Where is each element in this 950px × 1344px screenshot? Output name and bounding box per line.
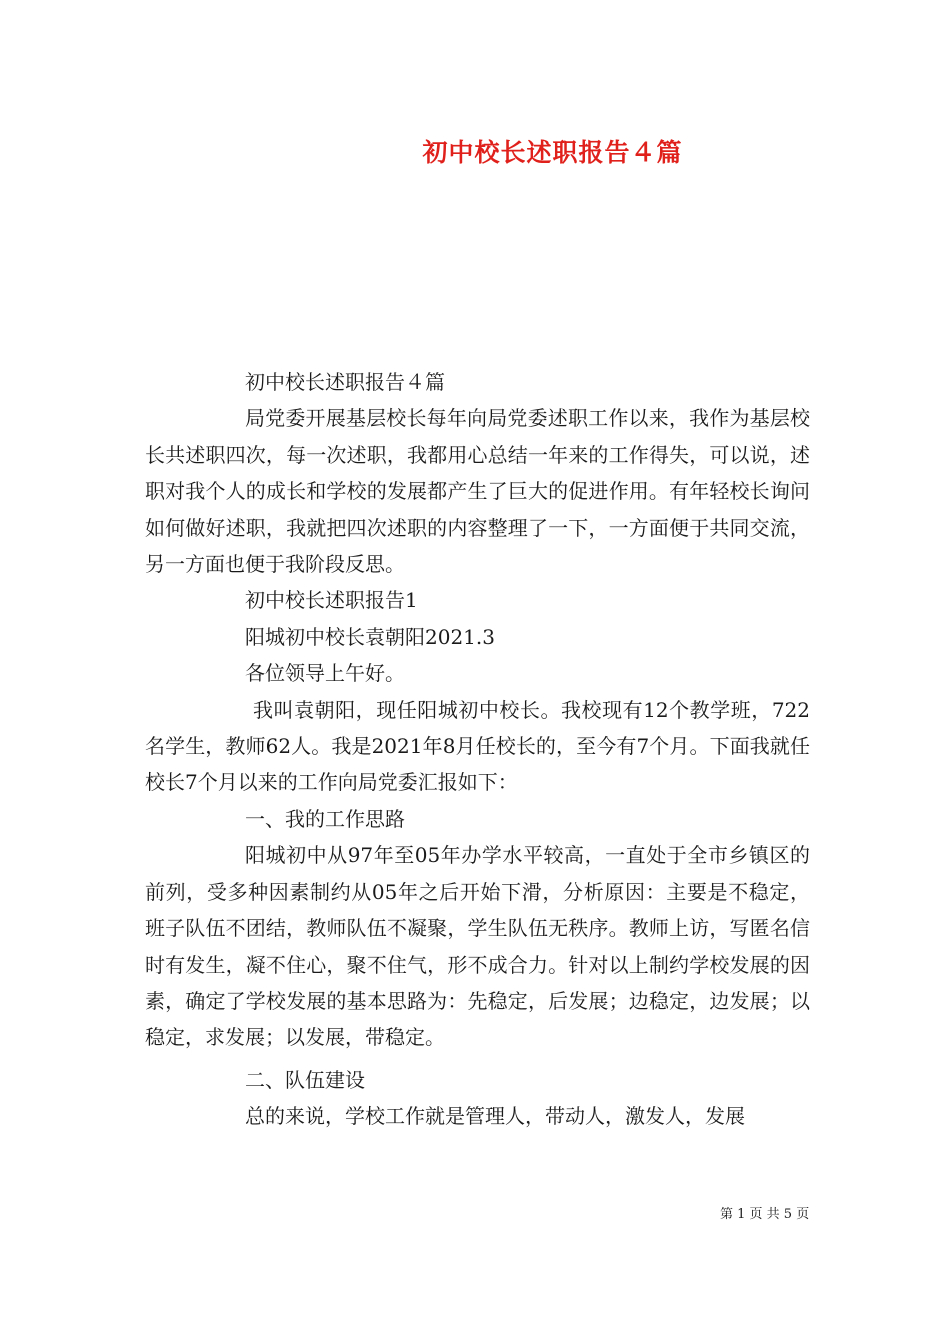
page-number: 第 1 页 共 5 页	[720, 1207, 810, 1222]
body-paragraph-author-date: 阳城初中校长袁朝阳2021.3	[245, 624, 495, 649]
body-paragraph-subtitle: 初中校长述职报告４篇	[245, 370, 445, 394]
body-paragraph-intro: 局党委开展基层校长每年向局党委述职工作以来，我作为基层校长共述职四次，每一次述职，我都用心总结一年来的工作得失，可以说，述职对我个人的成长和学校的发展都产生了巨大的促进作用。有年轻校长询问如何做好述职，我就把四次述职的内容整理了一下，一方面便于共同交流，另一方面也便于我阶段反思。	[145, 406, 810, 577]
body-paragraph-greeting: 各位领导上午好。	[245, 661, 405, 686]
section-heading-work-ideas: 一、我的工作思路	[245, 806, 405, 831]
body-paragraph-analysis: 阳城初中从97年至05年办学水平较高，一直处于全市乡镇区的前列，受多种因素制约从05年之后开始下滑，分析原因：主要是不稳定，班子队伍不团结，教师队伍不凝聚，学生队伍无秩序。教师上访，写匿名信时有发生，凝不住心，聚不住气，形不成合力。针对以上制约学校发展的因素，确定了学校发展的基本思路为：先稳定，后发展；边稳定，边发展；以稳定，求发展；以发展，带稳定。	[145, 843, 810, 1050]
document-body	[145, 364, 810, 1135]
section-heading-team-building: 二、队伍建设	[245, 1067, 365, 1092]
body-paragraph-self-intro: 我叫袁朝阳，现任阳城初中校长。我校现有12个教学班，722名学生，教师62人。我是2021年8月任校长的，至今有7个月。下面我就任校长7个月以来的工作向局党委汇报如下：	[145, 697, 810, 795]
body-paragraph-team-building: 总的来说，学校工作就是管理人，带动人，激发人，发展	[245, 1104, 745, 1129]
body-paragraph-report-title: 初中校长述职报告1	[245, 588, 418, 613]
document-title: 初中校长述职报告４篇	[422, 138, 683, 167]
